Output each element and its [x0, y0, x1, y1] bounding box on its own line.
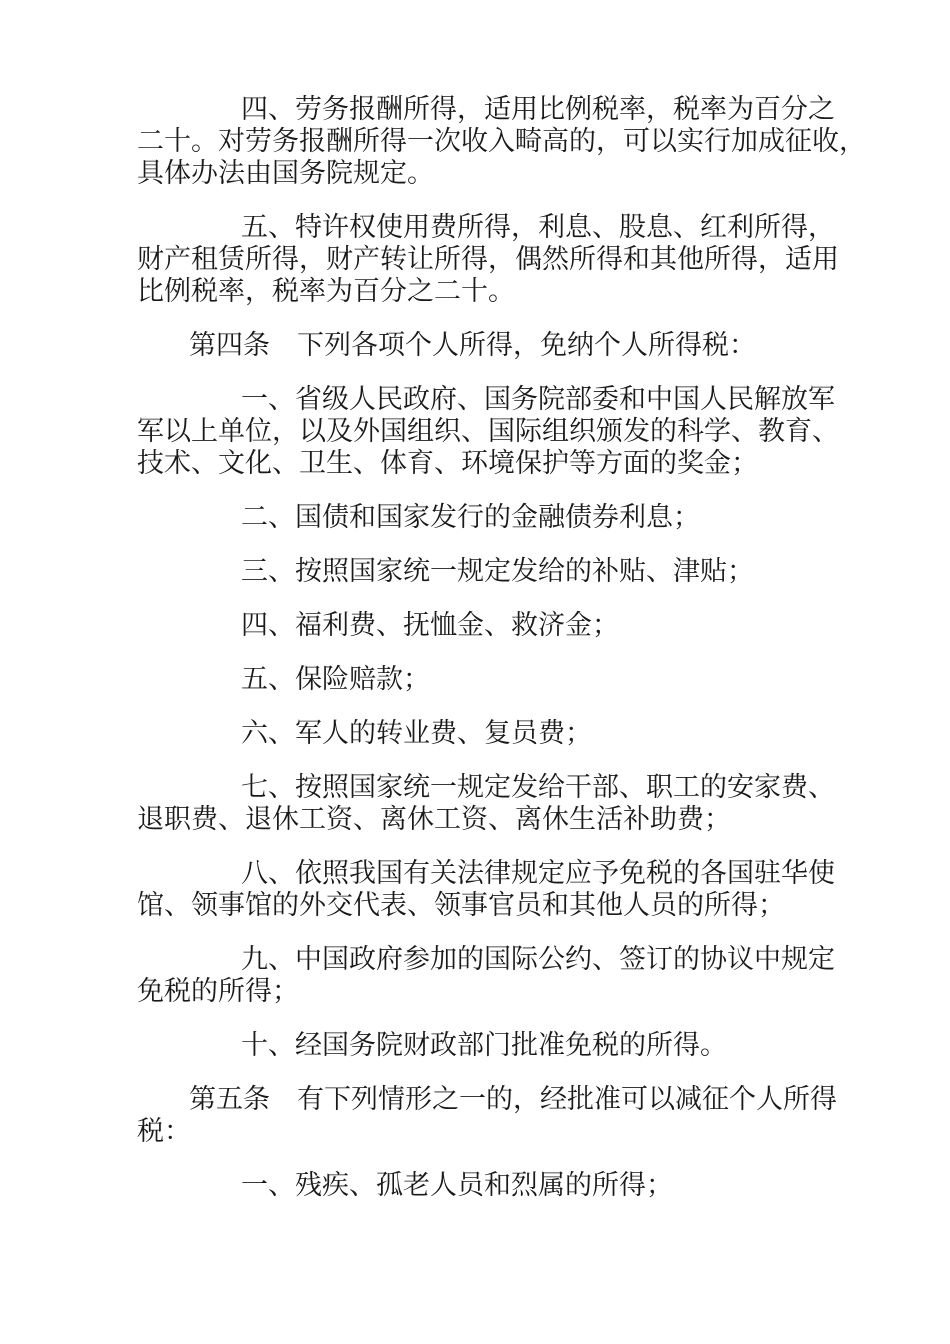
line-text: 八、依照我国有关法律规定应予免税的各国驻华使 — [241, 858, 835, 889]
clause-paragraph — [137, 664, 817, 696]
text-line — [137, 276, 817, 308]
line-text: 九、中国政府参加的国际公约、签订的协议中规定 — [241, 944, 835, 975]
clause-paragraph — [137, 384, 839, 480]
clause-paragraph — [137, 772, 835, 836]
document-body — [137, 94, 866, 1224]
clause-paragraph — [137, 502, 817, 534]
text-line — [137, 1170, 817, 1202]
line-text: 五、保险赔款； — [241, 664, 430, 695]
line-text: 一、残疾、孤老人员和烈属的所得； — [241, 1170, 673, 1201]
line-text: 十、经国务院财政部门批准免税的所得。 — [241, 1030, 727, 1061]
clause-paragraph — [137, 610, 817, 642]
text-line — [137, 1116, 817, 1148]
line-text: 退职费、退休工资、离休工资、离休生活补助费； — [137, 804, 731, 835]
line-text: 军以上单位，以及外国组织、国际组织颁发的科学、教育、 — [137, 416, 839, 447]
text-line — [137, 1030, 817, 1062]
line-text: 有下列情形之一的，经批准可以减征个人所得 — [297, 1084, 837, 1115]
text-line — [137, 610, 817, 642]
clause-paragraph — [137, 944, 835, 1008]
text-line — [137, 244, 839, 276]
line-text: 比例税率，税率为百分之二十。 — [137, 276, 515, 307]
line-text: 六、军人的转业费、复员费； — [241, 718, 592, 749]
line-text: 财产租赁所得，财产转让所得，偶然所得和其他所得，适用 — [137, 244, 839, 275]
clause-paragraph — [137, 718, 817, 750]
text-line — [137, 94, 835, 126]
text-line — [137, 976, 817, 1008]
line-text: 免税的所得； — [137, 976, 299, 1007]
clause-paragraph — [137, 858, 835, 922]
clause-paragraph — [137, 94, 866, 190]
text-line — [137, 448, 817, 480]
text-line — [137, 502, 817, 534]
article-paragraph — [137, 1084, 837, 1148]
line-text: 七、按照国家统一规定发给干部、职工的安家费、 — [241, 772, 835, 803]
article-paragraph — [137, 330, 817, 362]
text-line — [137, 126, 866, 158]
text-line — [137, 158, 817, 190]
line-text: 二十。对劳务报酬所得一次收入畸高的，可以实行加成征收， — [137, 126, 866, 157]
line-text: 技术、文化、卫生、体育、环境保护等方面的奖金； — [137, 448, 758, 479]
article-number: 第四条 — [189, 330, 270, 361]
clause-paragraph — [137, 556, 817, 588]
line-text: 四、福利费、抚恤金、救济金； — [241, 610, 619, 641]
clause-paragraph — [137, 1030, 817, 1062]
article-number: 第五条 — [189, 1084, 270, 1115]
clause-paragraph — [137, 212, 839, 308]
text-line — [137, 556, 817, 588]
text-line — [137, 804, 817, 836]
line-text: 馆、领事馆的外交代表、领事官员和其他人员的所得； — [137, 890, 785, 921]
text-line — [137, 890, 817, 922]
line-text: 三、按照国家统一规定发给的补贴、津贴； — [241, 556, 754, 587]
line-text: 四、劳务报酬所得，适用比例税率，税率为百分之 — [241, 94, 835, 125]
text-line — [137, 1084, 837, 1116]
text-line — [137, 664, 817, 696]
text-line — [137, 330, 817, 362]
clause-paragraph — [137, 1170, 817, 1202]
line-text: 二、国债和国家发行的金融债券利息； — [241, 502, 700, 533]
line-text: 五、特许权使用费所得，利息、股息、红利所得， — [241, 212, 835, 243]
text-line — [137, 718, 817, 750]
line-text: 一、省级人民政府、国务院部委和中国人民解放军 — [241, 384, 835, 415]
line-text: 下列各项个人所得，免纳个人所得税： — [297, 330, 756, 361]
line-text: 税： — [137, 1116, 191, 1147]
text-line — [137, 858, 835, 890]
line-text: 具体办法由国务院规定。 — [137, 158, 434, 189]
text-line — [137, 384, 835, 416]
text-line — [137, 772, 835, 804]
text-line — [137, 944, 835, 976]
text-line — [137, 212, 835, 244]
text-line — [137, 416, 839, 448]
